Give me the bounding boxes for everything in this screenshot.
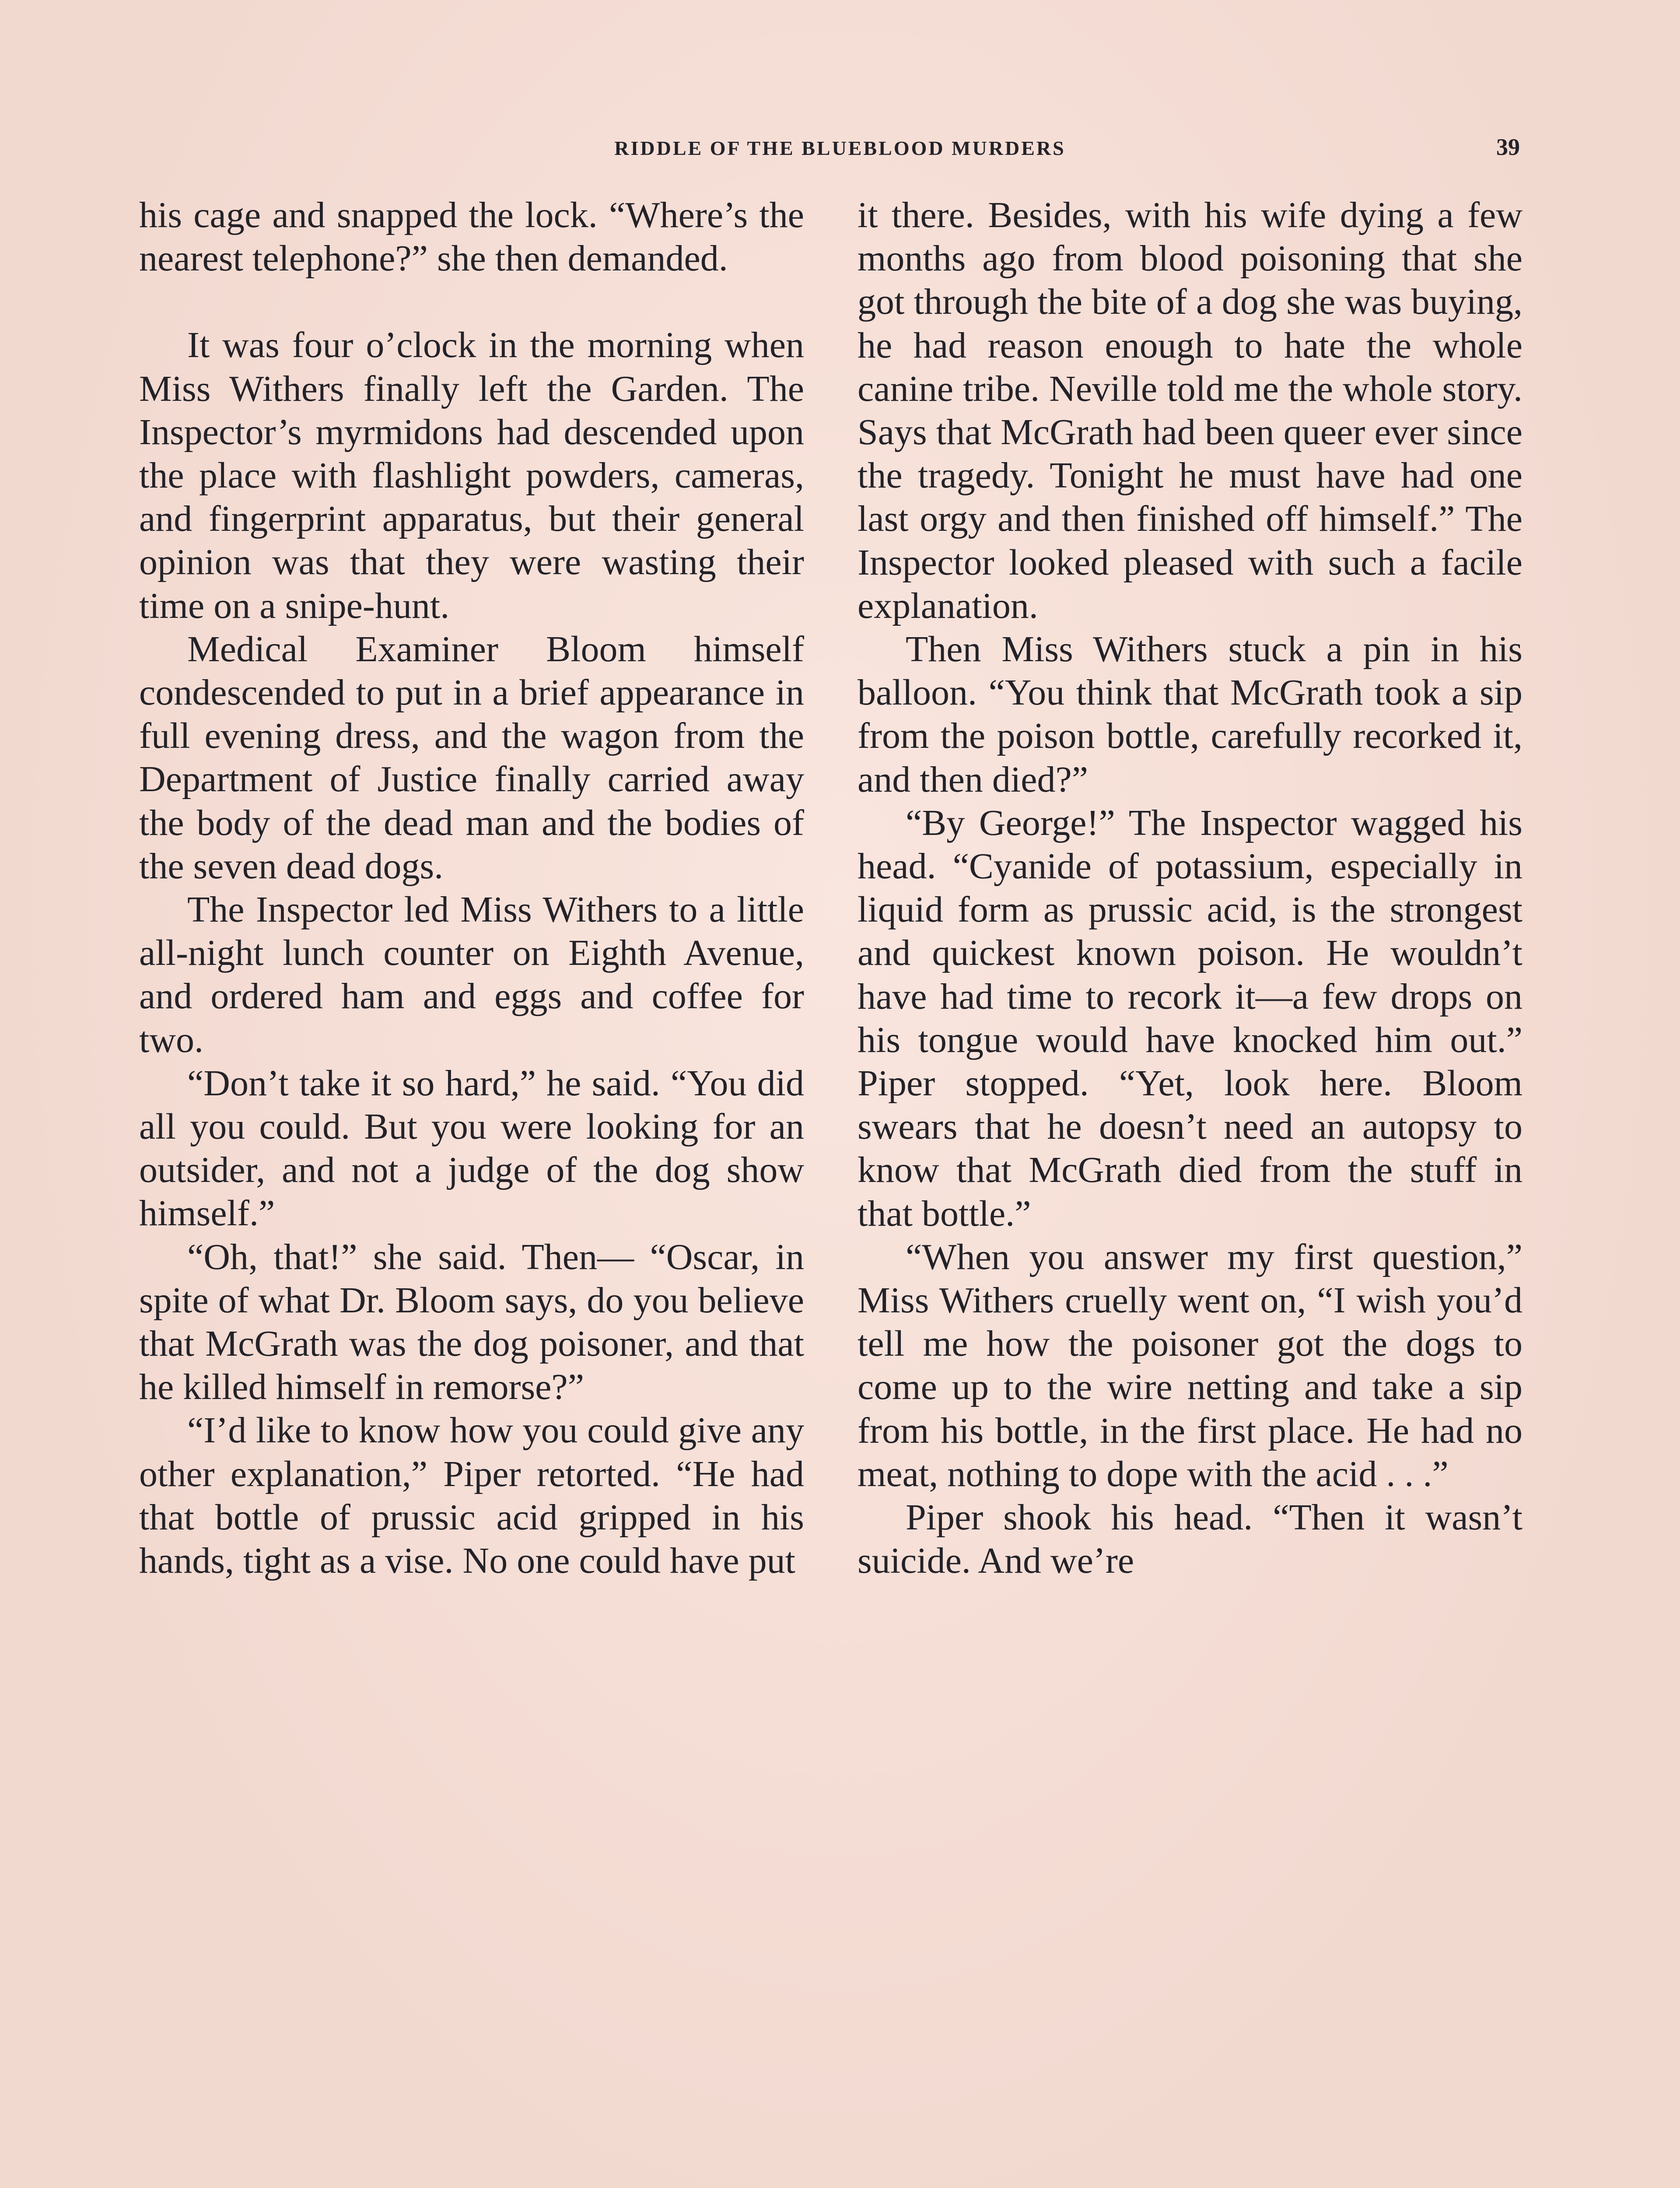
paragraph: “Don’t take it so hard,” he said. “You did all you could. But you were looking for an outsider, and not a judge of the dog show himself.” (139, 1062, 804, 1234)
paragraph: Then Miss Withers stuck a pin in his balloon. “You think that McGrath took a sip from the poison bottle, carefully recorked it, and then died?” (858, 629, 1522, 800)
page-number: 39 (1496, 134, 1520, 160)
paragraph: “I’d like to know how you could give any other explanation,” Piper retorted. “He had that bottle of prussic acid gripped in his hands, tight as a vise. No one could have put (139, 1410, 804, 1581)
left-text-column (139, 193, 804, 1582)
paragraph: his cage and snapped the lock. “Where’s the nearest telephone?” she then demanded. (139, 195, 804, 279)
paragraph: it there. Besides, with his wife dying a few months ago from blood poisoning that she got through the bite of a dog she was buying, he had reason enough to hate the whole canine tribe. Neville told me the whole story. Says that McGrath had been queer ever since the tragedy. Tonight he must have had one last orgy and then finished off himself.” The Inspector looked pleased with such a facile explanation. (858, 195, 1522, 626)
right-text-column (858, 193, 1522, 1583)
paragraph: It was four o’clock in the morning when Miss Withers finally left the Garden. The Inspector’s myrmidons had descended upon the place with flashlight powders, cameras, and fingerprint apparatus, but their general opinion was that they were wasting their time on a snipe-hunt. (139, 325, 804, 626)
paragraph: The Inspector led Miss Withers to a little all-night lunch counter on Eighth Avenue, and ordered ham and eggs and coffee for two. (139, 889, 804, 1060)
paragraph: Medical Examiner Bloom himself condescended to put in a brief appearance in full evening dress, and the wagon from the Department of Justice finally carried away the body of the dead man and the bodies of the seven dead dogs. (139, 628, 804, 887)
paragraph: “Oh, that!” she said. Then— “Oscar, in spite of what Dr. Bloom says, do you believe that McGrath was the dog poisoner, and that he killed himself in remorse?” (139, 1236, 804, 1408)
running-title: RIDDLE OF THE BLUEBLOOD MURDERS (614, 137, 1066, 159)
paragraph: Piper shook his head. “Then it wasn’t suicide. And we’re (858, 1497, 1522, 1581)
paragraph: “When you answer my first question,” Miss Withers cruelly went on, “I wish you’d tell me how the poisoner got the dogs to come up to the wire netting and take a sip from his bottle, in the first place. He had no meat, nothing to dope with the acid . . .” (858, 1236, 1522, 1494)
paragraph: “By George!” The Inspector wagged his head. “Cyanide of potassium, especially in liquid form as prussic acid, is the strongest and quickest known poison. He wouldn’t have had time to recork it—a few drops on his tongue would have knocked him out.” Piper stopped. “Yet, look here. Bloom swears that he doesn’t need an autopsy to know that McGrath died from the stuff in that bottle.” (858, 802, 1522, 1234)
